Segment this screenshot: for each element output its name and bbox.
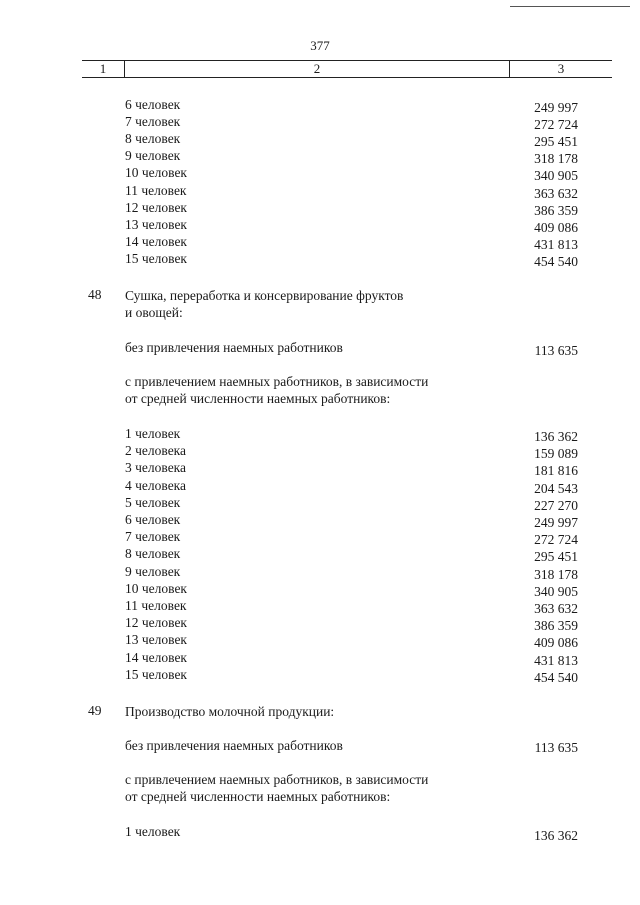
row-value: 340 905 [534,583,578,599]
row-value: 431 813 [534,652,578,668]
row-label: 10 человек [125,165,187,181]
row-value: 318 178 [534,566,578,582]
row-value: 159 089 [534,446,578,462]
row-value: 181 816 [534,463,578,479]
item-48-hire-line1: с привлечением наемных работников, в зависимости [125,374,429,389]
page-number: 377 [310,38,330,53]
row-label: 9 человек [125,563,181,579]
row-value: 295 451 [534,549,578,565]
row-label: 8 человек [125,546,181,562]
row-value: 272 724 [534,532,578,548]
item-49-no-hire-value: 113 635 [534,740,578,755]
header-col-2: 2 [125,61,510,77]
row-value: 204 543 [534,480,578,496]
row-label: 14 человек [125,233,187,249]
row-value: 386 359 [534,618,578,634]
item-number-48: 48 [88,287,102,302]
row-label: 15 человек [125,666,187,682]
row-label: 2 человека [125,443,187,459]
row-label: 1 человек [125,824,181,839]
item-48-hire-line2: от средней численности наемных работников: [125,391,391,406]
item-49-hire-line1: с привлечением наемных работников, в зависимости [125,772,429,787]
header-col-3: 3 [557,61,565,76]
row-value: 136 362 [534,429,578,444]
row-value: 295 451 [534,134,578,150]
row-value: 249 997 [534,515,578,530]
row-value: 272 724 [534,117,578,133]
row-label: 3 человека [125,460,187,476]
top-edge-rule [510,6,630,7]
row-label: 10 человек [125,580,187,596]
row-label: 7 человек [125,114,181,130]
item-number-49: 49 [88,703,102,718]
row-value: 409 086 [534,635,578,651]
row-value: 454 540 [534,253,578,269]
item-48-no-hire-label: без привлечения наемных работников [125,340,343,355]
row-value: 340 905 [534,168,578,184]
table-header [82,60,612,78]
item-49-title-line1: Производство молочной продукции: [125,704,335,719]
row-value: 431 813 [534,236,578,252]
row-label: 15 человек [125,250,187,266]
row-label: 6 человек [125,512,181,527]
row-label: 5 человек [125,494,181,510]
item-48-title-line2: и овощей: [125,305,183,320]
header-col-1: 1 [82,61,125,77]
row-value: 227 270 [534,497,578,513]
row-label: 7 человек [125,529,181,545]
row-label: 8 человек [125,131,181,147]
row-label: 14 человек [125,649,187,665]
item-49-no-hire-label: без привлечения наемных работников [125,738,343,753]
row-value: 363 632 [534,601,578,616]
row-label: 1 человек [125,426,181,441]
row-value: 386 359 [534,202,578,218]
row-label: 9 человек [125,148,181,164]
row-value: 136 362 [534,828,578,843]
row-value: 409 086 [534,219,578,235]
row-label: 11 человек [125,598,187,613]
row-value: 318 178 [534,151,578,167]
row-label: 13 человек [125,632,187,648]
item-49-hire-line2: от средней численности наемных работников: [125,789,391,804]
row-label: 11 человек [125,182,187,198]
item-48-title-line1: Сушка, переработка и консервирование фруктов [125,288,404,303]
row-value: 363 632 [534,185,578,201]
row-label: 12 человек [125,199,187,215]
row-label: 12 человек [125,615,187,631]
row-value: 454 540 [534,669,578,685]
row-label: 4 человека [125,477,187,493]
row-value: 249 997 [534,100,578,115]
item-48-no-hire-value: 113 635 [534,343,578,358]
row-label: 13 человек [125,216,187,232]
row-label: 6 человек [125,97,181,112]
